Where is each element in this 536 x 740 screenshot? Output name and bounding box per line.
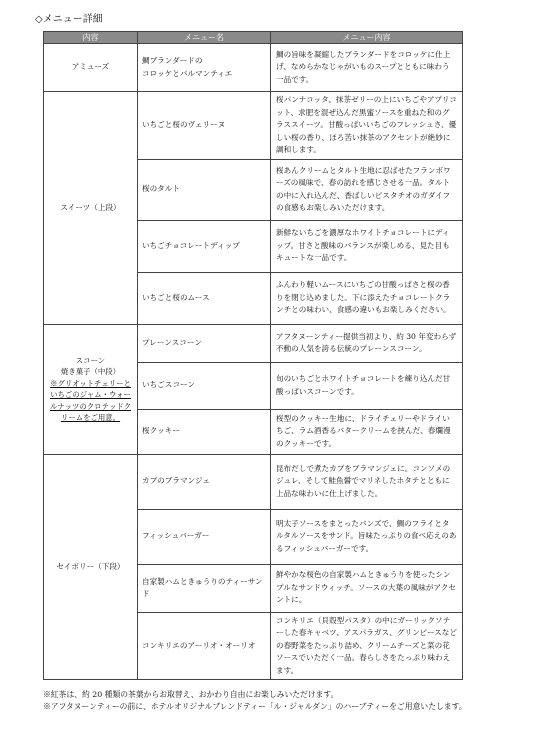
menu-name: いちごチョコレートディップ: [138, 220, 271, 272]
menu-description: 鮮やかな桜色の自家製ハムときゅうりを使ったシンプルなサンドウィッチ。ソースの大葉の風味がアクセントに。: [271, 564, 463, 612]
menu-description: 鯛の旨味を凝縮したブランダードをコロッケに仕上げ、なめらかなじゃがいものスープとともに味わう一品です。: [271, 44, 463, 92]
header-menu-name: メニュー名: [138, 32, 271, 44]
header-menu-description: メニュー内容: [271, 32, 463, 44]
category-amuse: アミューズ: [44, 44, 138, 92]
menu-description: 明太子ソースをまとったバンズで、鯛のフライとタルタルソースをサンド。旨味たっぷりの食べ応えのあるフィッシュバーガーです。: [271, 509, 463, 564]
table-row: [44, 454, 463, 509]
category-scone-subtitle: 焼き菓子（中段）: [60, 367, 121, 376]
menu-name: フィッシュバーガー: [138, 509, 271, 564]
menu-name: [138, 44, 271, 92]
menu-name: いちごスコーン: [138, 362, 271, 409]
menu-name: プレーンスコーン: [138, 324, 271, 362]
section-heading: ◇メニュー詳細: [35, 14, 103, 25]
category-savory: セイボリー（下段）: [44, 454, 138, 680]
category-scone-title: スコーン: [75, 355, 106, 365]
footnote-herbal-tea: ※アフタヌーンティーの前に、ホテルオリジナルブレンドティー「ル・ジャルダン」のハーブティーをご用意いたします。: [43, 702, 467, 711]
menu-description: 桜パンナコッタ、抹茶ゼリーの上にいちごやアプリコット、求肥を混ぜ込んだ黒蜜ソースを重ねた和のグラススイーツ。甘酸っぱいいちごのフレッシュさ、優しい桜の香り、ほろ苦い抹茶のアクセントが絶妙に調和します。: [271, 92, 463, 160]
menu-name: 桜クッキー: [138, 409, 271, 454]
menu-description: ふんわり軽いムースにいちごの甘酸っぱさと桜の香りを閉じ込めました。下に添えたチョコレートクランチとの味わい、食感の違いもお楽しみください。: [271, 272, 463, 324]
menu-name-text: 鯛ブランダードの コロッケとパルマンティエ: [142, 56, 233, 78]
footnote-tea: ※紅茶は、約 20 種類の茶葉からお取替え、おかわり自由にお楽しみいただけます。: [43, 690, 339, 699]
table-row: [44, 92, 463, 160]
menu-description: 昆布だしで煮たカブをブラマンジェに。コンソメのジュレ、そして鮭魚醤でマリネしたホタテとともに上品な味わいに仕上げました。: [271, 454, 463, 509]
menu-description: 桜型のクッキー生地に、ドライチェリーやドライいちご、ラム酒香るバタークリームを挟んだ、春爛漫のクッキーです。: [271, 409, 463, 454]
category-scone-note: ※グリオットチェリーといちごのジャム・ウォールナッツのクロテッドクリームをご用意。: [49, 378, 131, 422]
menu-name: カブのブラマンジェ: [138, 454, 271, 509]
table-row: [44, 324, 463, 362]
table-row: [44, 44, 463, 92]
footnotes: [43, 689, 467, 713]
menu-name: コンキリエのアーリオ・オーリオ: [138, 612, 271, 680]
menu-description: 新鮮ないちごを濃厚なホワイトチョコレートにディップ。甘さと酸味のバランスが楽しめる、見た目もキュートな一品です。: [271, 220, 463, 272]
menu-description: 旬のいちごとホワイトチョコレートを練り込んだ甘酸っぱいスコーンです。: [271, 362, 463, 409]
menu-description: コンキリエ（貝殻型パスタ）の中にガーリックソテーした春キャベツ、アスパラガス、グリンピースなどの春野菜をたっぷり詰め、クリームチーズと菜の花ソースでいただく一品。春らしさをたっぷり味わえます。: [271, 612, 463, 680]
menu-name: いちごと桜のヴェリーヌ: [138, 92, 271, 160]
menu-description: 桜あんクリームとタルト生地に忍ばせたフランボワーズの風味で、春の訪れを感じさせる一品。タルトの中に入れ込んだ、香ばしいピスタチオのガダイフの食感もお楽しみいただけます。: [271, 159, 463, 220]
menu-table: [43, 31, 463, 680]
category-scone: [44, 324, 138, 454]
header-content: 内容: [44, 32, 138, 44]
menu-name: 自家製ハムときゅうりのティーサンド: [138, 564, 271, 612]
category-sweets: スイーツ（上段）: [44, 92, 138, 325]
menu-name: いちごと桜のムース: [138, 272, 271, 324]
menu-description: アフタヌーンティー提供当初より、約 30 年変わらず不動の人気を誇る伝統のプレーンスコーン。: [271, 324, 463, 362]
table-header-row: [44, 32, 463, 44]
menu-name: 桜のタルト: [138, 159, 271, 220]
